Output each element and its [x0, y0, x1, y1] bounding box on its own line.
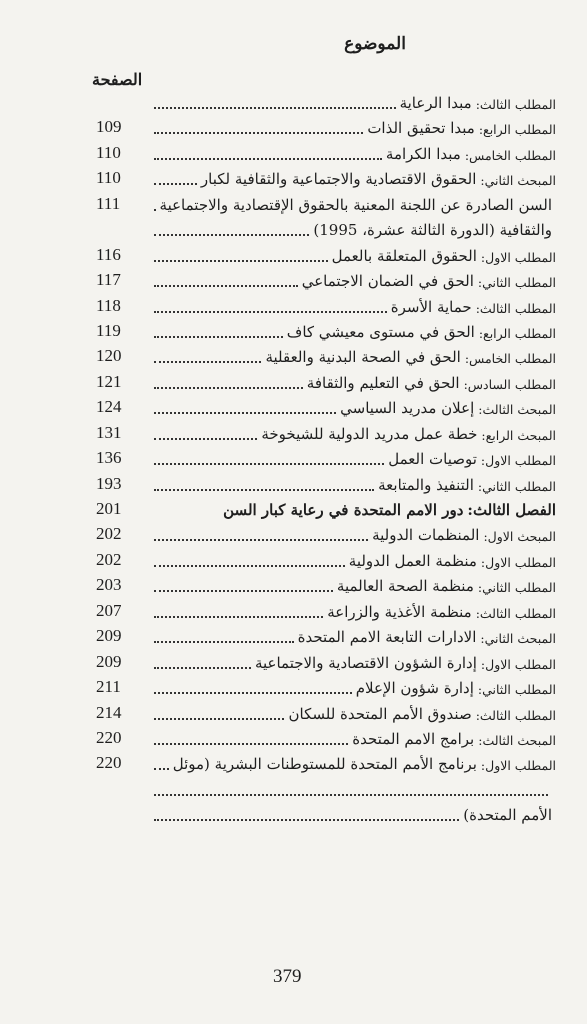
- toc-entry: [96, 294, 556, 316]
- toc-entry-title: توصيات العمل: [388, 450, 477, 469]
- toc-entry-page: 220: [96, 727, 122, 747]
- dot-leader: [154, 557, 345, 567]
- dot-leader: [154, 201, 156, 211]
- toc-entry-title: والثقافية (الدورة الثالثة عشرة، 1995): [313, 221, 552, 240]
- toc-entry: [96, 472, 556, 494]
- toc-entry-title: الحق في الصحة البدنية والعقلية: [265, 348, 461, 367]
- toc-entry-title: الحق في مستوى معيشي كاف: [286, 322, 475, 341]
- toc-entry-title: دور الامم المتحدة في رعاية كبار السن: [223, 501, 464, 519]
- toc-entry-level: المطلب الخامس:: [464, 147, 556, 163]
- dot-leader: [154, 760, 169, 770]
- toc-entry-title: المنظمات الدولية: [372, 526, 480, 545]
- dot-leader: [154, 633, 294, 643]
- toc-entry: [96, 141, 556, 163]
- toc-entry-title: الحقوق المتعلقة بالعمل: [331, 246, 477, 265]
- toc-entry-level: المبحث الاول:: [483, 529, 556, 545]
- toc-entry-page: 207: [96, 600, 122, 620]
- toc-entry-title: برامج الامم المتحدة: [352, 729, 475, 748]
- dot-leader: [154, 150, 382, 160]
- toc-entry: [96, 344, 556, 366]
- toc-entry-page: 116: [96, 244, 121, 264]
- toc-entry-title: منظمة الصحة العالمية: [336, 577, 474, 596]
- toc-entry-level: المطلب الاول:: [480, 656, 556, 672]
- toc-entry: [96, 446, 556, 468]
- dot-leader: [154, 659, 251, 669]
- toc-entry: [96, 624, 556, 646]
- toc-entry: [96, 726, 556, 748]
- dot-leader: [154, 455, 384, 465]
- toc-entry: [96, 421, 556, 443]
- toc-entry-title: الحق في الضمان الاجتماعي: [301, 272, 474, 291]
- toc-entry-page: 120: [96, 346, 122, 366]
- toc-entry: [96, 701, 556, 723]
- toc-entry-page: 131: [96, 422, 122, 442]
- toc-entry-page: 209: [96, 651, 122, 671]
- dot-leader: [154, 226, 309, 236]
- toc-entry-page: 109: [96, 117, 122, 137]
- toc-entry-level: المطلب السادس:: [463, 376, 556, 392]
- toc-entry: [96, 599, 556, 621]
- toc-entry-title: صندوق الأمم المتحدة للسكان: [288, 704, 472, 723]
- toc-entry-page: 117: [96, 270, 121, 290]
- toc-entry-title: إدارة شؤون الإعلام: [355, 679, 474, 698]
- toc-entry: [96, 192, 556, 214]
- toc-entry-page: 111: [96, 193, 121, 213]
- dot-leader: [154, 379, 303, 389]
- toc-entry-page: 110: [96, 168, 121, 188]
- toc-entry: [96, 777, 556, 799]
- dot-leader: [154, 582, 333, 592]
- toc-entry-level: المبحث الثالث:: [478, 732, 556, 748]
- toc-entry: [96, 319, 556, 341]
- toc-entry-page: 193: [96, 473, 122, 493]
- toc-entry-page: 209: [96, 626, 122, 646]
- toc-entry: [96, 395, 556, 417]
- toc-entry-title: حماية الأسرة: [390, 297, 472, 316]
- toc-entry-title: مبدا الكرامة: [385, 144, 461, 163]
- table-of-contents: [96, 90, 556, 828]
- toc-entry-level: المطلب الثالث:: [475, 300, 556, 316]
- toc-entry: [96, 522, 556, 544]
- toc-entry-page: 211: [96, 677, 121, 697]
- column-header-page: الصفحة: [92, 70, 143, 89]
- toc-entry-title: الادارات التابعة الامم المتحدة: [297, 628, 477, 647]
- toc-entry-level: المطلب الثالث:: [475, 97, 556, 112]
- dot-leader: [154, 175, 197, 185]
- toc-entry-level: المبحث الثاني:: [480, 173, 556, 189]
- toc-entry-level: المطلب الثالث:: [475, 605, 556, 621]
- toc-entry-level: المطلب الرابع:: [478, 122, 556, 138]
- toc-entry-level: المطلب الخامس:: [464, 351, 556, 367]
- dot-leader: [154, 710, 284, 720]
- toc-entry: [96, 115, 556, 137]
- toc-entry-level: المطلب الثاني:: [477, 478, 556, 494]
- toc-entry-title: الأمم المتحدة): [463, 806, 552, 825]
- toc-entry-page: 201: [96, 499, 122, 518]
- toc-entry: [96, 650, 556, 672]
- dot-leader: [154, 608, 323, 618]
- toc-entry-level: المطلب الاول:: [480, 453, 556, 469]
- dot-leader: [154, 531, 368, 541]
- toc-entry-page: 220: [96, 753, 122, 773]
- column-header-topic: الموضوع: [344, 34, 406, 54]
- toc-entry-title: السن الصادرة عن اللجنة المعنية بالحقوق الإقتصادية والاجتماعية: [159, 195, 552, 214]
- toc-entry: [96, 675, 556, 697]
- toc-entry: [96, 268, 556, 290]
- dot-leader: [154, 786, 548, 796]
- toc-entry: [96, 166, 556, 188]
- toc-entry-level: المطلب الاول:: [480, 554, 556, 570]
- dot-leader: [154, 735, 348, 745]
- toc-entry-level: المبحث الرابع:: [481, 427, 556, 443]
- dot-leader: [154, 404, 336, 414]
- toc-entry-page: 214: [96, 702, 122, 722]
- dot-leader: [154, 277, 298, 287]
- toc-entry-title: إعلان مدريد السياسي: [340, 399, 475, 418]
- toc-entry-level: المطلب الثالث:: [475, 707, 556, 723]
- toc-entry-title: برنامج الأمم المتحدة للمستوطنات البشرية (موئل: [172, 755, 477, 774]
- toc-entry-title: الحق في التعليم والثقافة: [306, 373, 460, 392]
- toc-entry-title: منظمة الأغذية والزراعة: [327, 602, 472, 621]
- toc-entry-page: 118: [96, 295, 121, 315]
- dot-leader: [154, 430, 257, 440]
- toc-entry-page: 202: [96, 524, 122, 544]
- toc-entry: [96, 370, 556, 392]
- toc-entry-level: المطلب الثاني:: [477, 275, 556, 291]
- toc-entry: [96, 90, 556, 112]
- dot-leader: [154, 353, 261, 363]
- toc-entry-page: 110: [96, 142, 121, 162]
- toc-entry-title: إدارة الشؤون الاقتصادية والاجتماعية: [254, 653, 477, 672]
- dot-leader: [154, 252, 328, 262]
- toc-entry-page: 202: [96, 549, 122, 569]
- toc-entry-level: الفصل الثالث:: [467, 501, 556, 519]
- toc-entry-level: المطلب الثاني:: [477, 580, 556, 596]
- toc-entry-title: خطة عمل مدريد الدولية للشيخوخة: [261, 424, 478, 443]
- toc-entry-title: مبدا تحقيق الذات: [367, 119, 475, 138]
- toc-entry: [96, 243, 556, 265]
- toc-entry-level: المبحث الثالث:: [478, 402, 556, 418]
- dot-leader: [154, 811, 459, 821]
- page-number: 379: [273, 966, 302, 987]
- toc-entry: [96, 217, 556, 239]
- dot-leader: [154, 99, 396, 109]
- dot-leader: [154, 303, 387, 313]
- toc-entry-level: المطلب الاول:: [480, 758, 556, 774]
- toc-entry: [96, 548, 556, 570]
- toc-entry-page: 203: [96, 575, 122, 595]
- toc-entry: [96, 497, 556, 519]
- toc-entry-title: منظمة العمل الدولية: [348, 551, 477, 570]
- toc-entry-level: المطلب الرابع:: [478, 325, 556, 341]
- toc-entry-page: 121: [96, 371, 122, 391]
- toc-entry-page: 119: [96, 320, 121, 340]
- dot-leader: [154, 684, 352, 694]
- toc-entry: [96, 573, 556, 595]
- toc-entry-level: المطلب الثاني:: [477, 682, 556, 698]
- toc-entry-level: المبحث الثاني:: [480, 631, 556, 647]
- toc-entry: [96, 751, 556, 773]
- dot-leader: [154, 124, 363, 134]
- toc-entry-page: 136: [96, 448, 122, 468]
- toc-entry-title: التنفيذ والمتابعة: [378, 475, 474, 494]
- toc-entry: [96, 802, 556, 824]
- dot-leader: [154, 481, 374, 491]
- toc-entry-page: 124: [96, 397, 122, 417]
- toc-entry-title: مبدا الرعاية: [399, 94, 472, 112]
- toc-entry-title: الحقوق الاقتصادية والاجتماعية والثقافية لكبار: [200, 170, 477, 189]
- dot-leader: [154, 328, 283, 338]
- toc-entry-level: المطلب الاول:: [480, 249, 556, 265]
